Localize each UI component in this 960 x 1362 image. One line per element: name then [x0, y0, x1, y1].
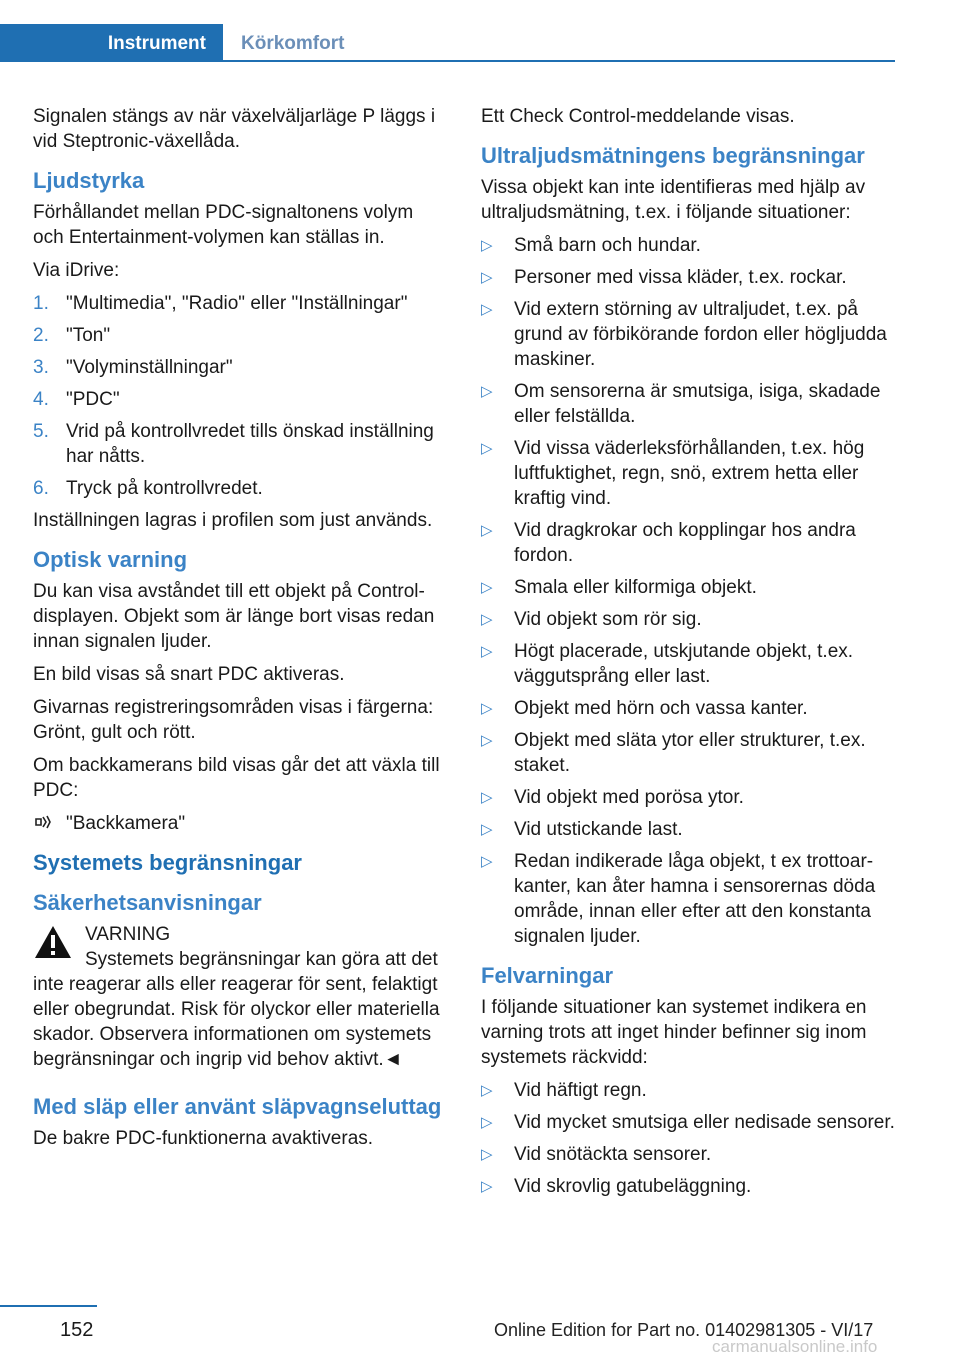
warning-text: Systemets begränsningar kan göra att det inte reagerar alls eller reagerar för sent, felaktigt eller obegrundat. Risk för olyckor eller materiella skador. Observera informationen om systemets begränsningar och ingrip vid behov aktivt.◄ — [33, 949, 440, 1070]
paragraph: Förhållandet mellan PDC-signaltonens volym och Entertainment-volymen kan ställas in. — [33, 202, 414, 248]
bullet-triangle-icon: ▷ — [481, 579, 493, 596]
paragraph: Via iDrive: — [33, 260, 120, 281]
list-item: ▷ Vid snötäckta sensorer. — [481, 1144, 712, 1165]
list-item: ▷ Vid vissa väderleksförhållanden, t.ex. hög luftfuktighet, regn, snö, extrem hetta eller kraftig vind. — [481, 438, 865, 509]
bullet-triangle-icon: ▷ — [481, 1178, 493, 1195]
warning-title: VARNING — [85, 924, 171, 945]
paragraph: De bakre PDC-funktionerna avaktiveras. — [33, 1128, 374, 1149]
bullet-triangle-icon: ▷ — [481, 611, 493, 628]
paragraph: En bild visas så snart PDC aktiveras. — [33, 664, 345, 685]
warning-icon — [33, 924, 73, 960]
heading-optical: Optisk varning — [33, 547, 188, 572]
list-item: ▷ Objekt med hörn och vassa kanter. — [481, 698, 808, 719]
bullet-triangle-icon: ▷ — [481, 853, 493, 870]
false-warning-list — [481, 1078, 896, 1199]
left-column — [33, 104, 448, 1159]
step-item: 6. Tryck på kontrollvredet. — [33, 478, 263, 499]
list-item: ▷ Vid extern störning av ultraljudet, t.ex. på grund av förbikörande fordon eller högljudda maskiner. — [481, 299, 887, 370]
list-item: ▷ Vid mycket smutsiga eller nedisade sensorer. — [481, 1112, 895, 1133]
paragraph: Inställningen lagras i profilen som just används. — [33, 510, 433, 531]
bullet-triangle-icon: ▷ — [481, 1082, 493, 1099]
heading-ultrasonic: Ultraljudsmätningens begränsningar — [481, 143, 865, 168]
list-item: ▷ Vid objekt med porösa ytor. — [481, 787, 744, 808]
list-item: ▷ Vid utstickande last. — [481, 819, 683, 840]
step-item: 1. "Multimedia", "Radio" eller "Inställningar" — [33, 293, 408, 314]
list-item: ▷ Vid skrovlig gatubeläggning. — [481, 1176, 752, 1197]
list-item: ▷ Små barn och hundar. — [481, 235, 701, 256]
bullet-triangle-icon: ▷ — [481, 237, 493, 254]
heading-false-warnings: Felvarningar — [481, 963, 614, 988]
camera-icon — [33, 813, 55, 831]
heading-volume: Ljudstyrka — [33, 168, 145, 193]
bullet-triangle-icon: ▷ — [481, 1146, 493, 1163]
tab-instrument[interactable]: Instrument — [0, 24, 223, 62]
list-item: ▷ Redan indikerade låga objekt, t ex trottoarkanter, kan åter hamna i sensorernas döda område, innan eller efter att den konstanta signalen ljuder. — [481, 851, 876, 947]
heading-trailer: Med släp eller använt släpvagnseluttag — [33, 1094, 442, 1119]
paragraph: Om backkamerans bild visas går det att växla till PDC: — [33, 755, 440, 801]
paragraph: Du kan visa avståndet till ett objekt på Control-displayen. Objekt som är länge bort visas redan innan signalen ljuder. — [33, 581, 435, 652]
list-item: ▷ Om sensorerna är smutsiga, isiga, skadade eller felställda. — [481, 381, 881, 427]
footer-divider — [0, 1305, 97, 1307]
paragraph: I följande situationer kan systemet indikera en varning trots att inget hinder befinner sig inom systemets räckvidd: — [481, 997, 867, 1068]
step-list — [33, 291, 448, 501]
list-item: ▷ Vid häftigt regn. — [481, 1080, 647, 1101]
paragraph: Ett Check Control-meddelande visas. — [481, 106, 795, 127]
paragraph: Signalen stängs av när växelväljarläge P läggs i vid Steptronic-växellåda. — [33, 106, 436, 152]
list-item: ▷ Personer med vissa kläder, t.ex. rockar. — [481, 267, 847, 288]
bullet-triangle-icon: ▷ — [481, 522, 493, 539]
list-item: ▷ Vid dragkrokar och kopplingar hos andra fordon. — [481, 520, 856, 566]
header-divider — [0, 60, 895, 62]
heading-limits: Systemets begränsningar — [33, 850, 302, 875]
tab-korkomfort[interactable]: Körkomfort — [241, 33, 345, 54]
step-item: 4. "PDC" — [33, 389, 120, 410]
bullet-triangle-icon: ▷ — [481, 700, 493, 717]
bullet-triangle-icon: ▷ — [481, 1114, 493, 1131]
bullet-triangle-icon: ▷ — [481, 440, 493, 457]
bullet-triangle-icon: ▷ — [481, 301, 493, 318]
edition-text: Online Edition for Part no. 01402981305 - VI/17 — [494, 1320, 874, 1340]
right-column — [481, 104, 896, 1206]
watermark: carmanualsonline.info — [712, 1337, 878, 1356]
bullet-triangle-icon: ▷ — [481, 789, 493, 806]
list-item: ▷ Objekt med släta ytor eller strukturer, t.ex. staket. — [481, 730, 866, 776]
camera-line — [33, 811, 448, 836]
list-item: ▷ Vid objekt som rör sig. — [481, 609, 702, 630]
bullet-triangle-icon: ▷ — [481, 383, 493, 400]
paragraph: Vissa objekt kan inte identifieras med hjälp av ultraljudsmätning, t.ex. i följande situationer: — [481, 177, 866, 223]
camera-label: "Backkamera" — [66, 813, 186, 834]
page-number: 152 — [60, 1319, 94, 1341]
heading-safety: Säkerhetsanvisningar — [33, 890, 262, 915]
bullet-triangle-icon: ▷ — [481, 732, 493, 749]
warning-box — [33, 922, 448, 1072]
step-item: 5. Vrid på kontrollvredet tills önskad inställning har nåtts. — [33, 421, 434, 467]
ultrasonic-list — [481, 233, 896, 949]
list-item: ▷ Smala eller kilformiga objekt. — [481, 577, 757, 598]
paragraph: Givarnas registreringsområden visas i färgerna: Grönt, gult och rött. — [33, 697, 434, 743]
bullet-triangle-icon: ▷ — [481, 821, 493, 838]
step-item: 2. "Ton" — [33, 325, 111, 346]
bullet-triangle-icon: ▷ — [481, 269, 493, 286]
list-item: ▷ Högt placerade, utskjutande objekt, t.ex. väggutsprång eller last. — [481, 641, 854, 687]
bullet-triangle-icon: ▷ — [481, 643, 493, 660]
header-tabs — [0, 24, 895, 62]
step-item: 3. "Volyminställningar" — [33, 357, 233, 378]
